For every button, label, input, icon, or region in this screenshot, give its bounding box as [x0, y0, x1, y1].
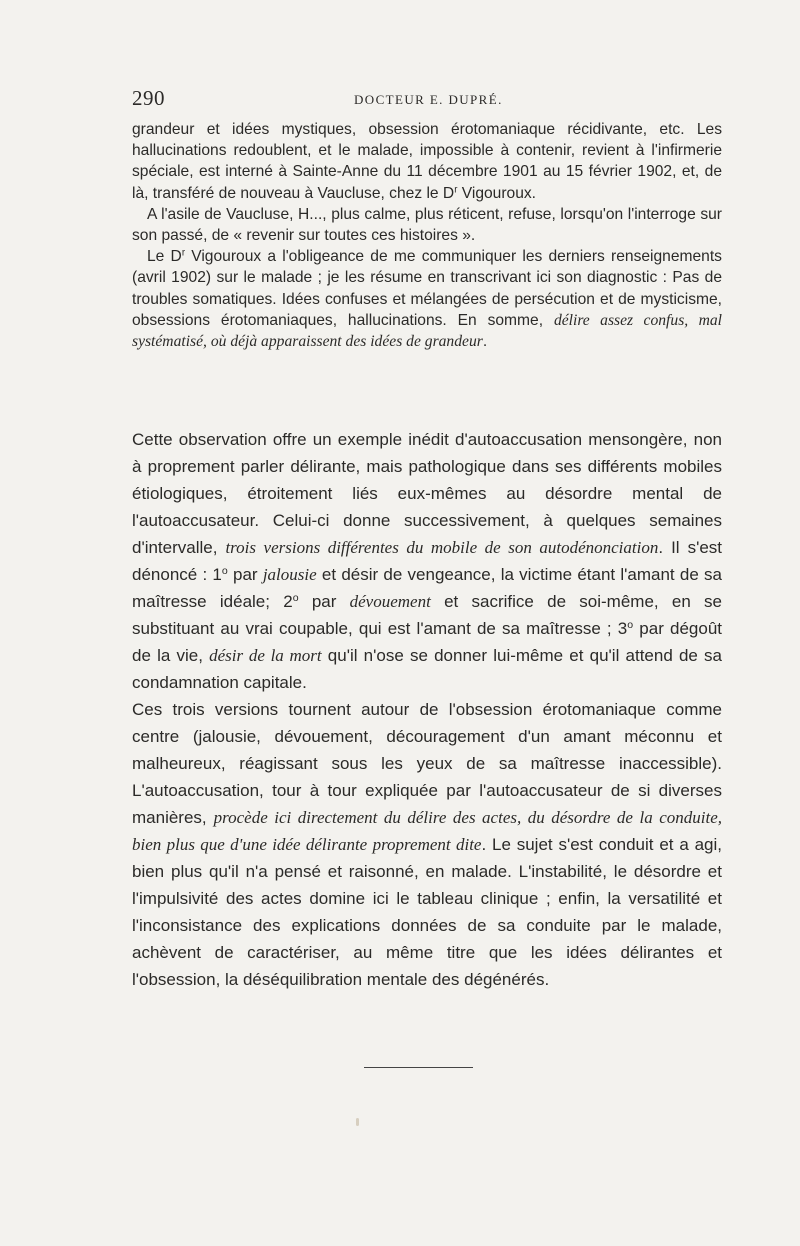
paper-speck: [356, 1118, 359, 1126]
discussion-text: par: [298, 592, 350, 611]
doctor-superscript: r: [454, 184, 458, 196]
italic-phrase: procède ici directement du délire des actes, du désordre de la conduite, bien plus que d'une idée délirante proprement dite: [132, 808, 722, 854]
diagnosis-italic: délire assez confus, mal systématisé, où déjà apparaissent des idées de grandeur: [132, 311, 722, 351]
case-report-text: Vigouroux a l'obligeance de me communiquer les derniers renseignements (avril 1902) sur le malade ; je les résume en transcrivant ici son diagnostic : Pas de troubles somatiques. Idées confuses et mélangées de persécution et de mysticisme, obsessions érotomaniaques, hallucinations. En somme,: [132, 248, 722, 329]
running-head: [132, 86, 722, 114]
discussion-text: par: [227, 565, 263, 584]
running-title: DOCTEUR E. DUPRÉ.: [354, 92, 503, 107]
case-report-paragraph: [132, 246, 722, 352]
case-report-text: grandeur et idées mystiques, obsession érotomaniaque récidivante, etc. Les hallucinations redoublent, et le malade, impossible à contenir, revient à l'infirmerie spéciale, est interné à Sainte-Anne du 11 décembre 1901 au 15 février 1902, et, de là, transféré de nouveau à Vaucluse, chez le D: [132, 121, 722, 202]
ordinal-superscript: o: [292, 592, 299, 605]
case-report-text: Le D: [147, 248, 182, 266]
discussion-text: . Il s'est dénoncé : 1: [132, 538, 722, 584]
case-report-text: .: [482, 333, 488, 351]
discussion-section: [132, 426, 722, 993]
discussion-text: et désir de vengeance, la victime étant l'amant de sa maîtresse idéale; 2: [132, 565, 722, 611]
discussion-paragraph: [132, 426, 722, 696]
discussion-text: . Le sujet s'est conduit et a agi, bien plus qu'il n'a pensé et raisonné, en malade. L'instabilité, le désordre et l'impulsivité des actes domine ici le tableau clinique ; enfin, la versatilité et l'inconsistance des explications données de sa conduite par le malade, achèvent de caractériser, au même titre que les idées délirantes et l'obsession, la déséquilibration mentale des dégénérés.: [132, 835, 722, 989]
page-number: 290: [132, 86, 165, 110]
italic-phrase: désir de la mort: [209, 646, 322, 665]
section-end-rule: [364, 1067, 473, 1068]
case-report-paragraph: [132, 204, 722, 246]
discussion-text: et sacrifice de soi-même, en se substituant au vrai coupable, qui est l'amant de sa maîtresse ; 3: [132, 592, 722, 638]
case-report-text: A l'asile de Vaucluse, H..., plus calme, plus réticent, refuse, lorsqu'on l'interroge sur son passé, de « revenir sur toutes ces histoires ».: [132, 205, 722, 245]
discussion-paragraph: [132, 696, 722, 993]
italic-phrase: jalousie: [262, 565, 317, 584]
italic-phrase: trois versions différentes du mobile de son autodénonciation: [225, 538, 659, 557]
italic-phrase: dévouement: [349, 592, 431, 611]
discussion-text: qu'il n'ose se donner lui-même et qu'il attend de sa condamnation capitale.: [132, 646, 722, 692]
discussion-text: Cette observation offre un exemple inédit d'autoaccusation mensongère, non à proprement parler délirante, mais pathologique dans ses différents mobiles étiologiques, étroitement liés eux-mêmes au désordre mental de l'autoaccusateur. Celui-ci donne successivement, à quelques semaines d'intervalle,: [132, 430, 722, 557]
case-report-paragraph: [132, 119, 722, 204]
ordinal-superscript: o: [627, 619, 634, 632]
discussion-text: par dégoût de la vie,: [132, 619, 723, 665]
doctor-superscript: r: [181, 247, 186, 259]
case-report-text: Vigouroux.: [457, 184, 537, 202]
case-report-section: [132, 119, 722, 352]
discussion-text: Ces trois versions tournent autour de l'obsession érotomaniaque comme centre (jalousie, dévouement, découragement d'un amant méconnu et malheureux, réagissant sous les yeux de sa maîtresse inaccessible). L'autoaccusation, tour à tour expliquée par l'autoaccusateur de si diverses manières,: [132, 700, 722, 827]
ordinal-superscript: o: [221, 565, 228, 578]
